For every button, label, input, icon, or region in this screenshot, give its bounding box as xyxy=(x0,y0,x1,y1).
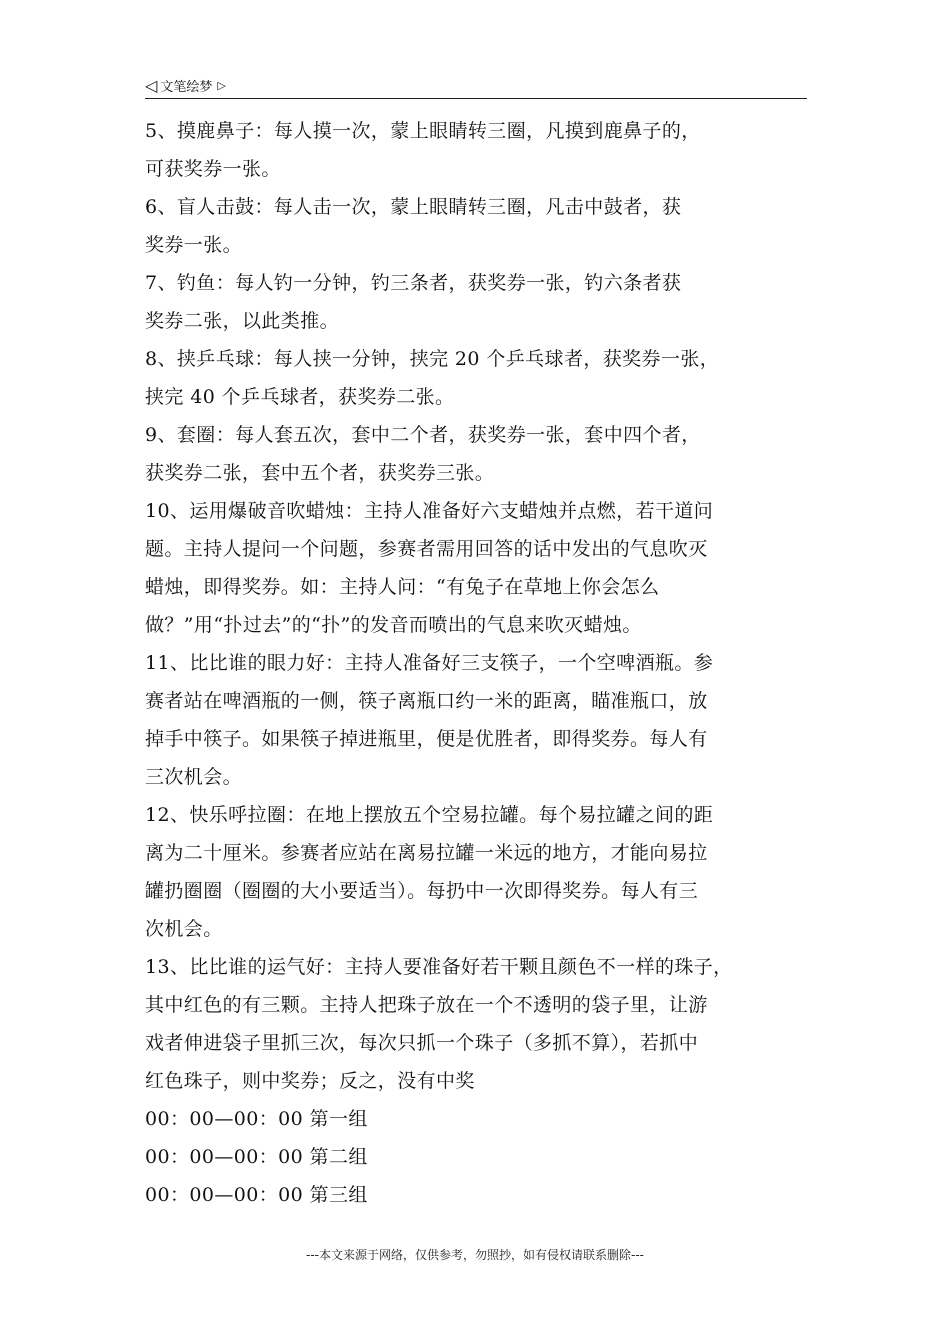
left-triangle-icon: ◁ xyxy=(145,75,158,95)
header-title: 文笔绘梦 xyxy=(160,80,213,95)
text-line: 掉手中筷子。如果筷子掉进瓶里，便是优胜者，即得奖券。每人有 xyxy=(145,728,708,750)
schedule-line: 00：00—00：00 第三组 xyxy=(145,1184,368,1206)
text-line: 9、套圈：每人套五次，套中二个者，获奖券一张，套中四个者， xyxy=(145,424,701,446)
page-footer: ---本文来源于网络，仅供参考，勿照抄，如有侵权请联系删除--- xyxy=(306,1248,644,1262)
right-triangle-icon: ▷ xyxy=(217,78,226,92)
text-line: 戏者伸进袋子里抓三次，每次只抓一个珠子（多抓不算），若抓中 xyxy=(145,1032,699,1054)
text-line: 赛者站在啤酒瓶的一侧，筷子离瓶口约一米的距离，瞄准瓶口，放 xyxy=(145,690,708,712)
text-line: 离为二十厘米。参赛者应站在离易拉罐一米远的地方，才能向易拉 xyxy=(145,842,708,864)
text-line: 次机会。 xyxy=(145,918,223,940)
text-line: 12、快乐呼拉圈：在地上摆放五个空易拉罐。每个易拉罐之间的距 xyxy=(145,804,714,826)
document-body xyxy=(145,112,807,1214)
text-line: 5、摸鹿鼻子：每人摸一次，蒙上眼睛转三圈，凡摸到鹿鼻子的， xyxy=(145,120,701,142)
text-line: 7、钓鱼：每人钓一分钟，钓三条者，获奖券一张，钓六条者获 xyxy=(145,272,682,294)
header-brand xyxy=(145,76,226,95)
text-line: 获奖券二张，套中五个者，获奖券三张。 xyxy=(145,462,495,484)
text-line: 蜡烛，即得奖券。如：主持人问：“有兔子在草地上你会怎么 xyxy=(145,576,660,598)
text-line: 可获奖券一张。 xyxy=(145,158,281,180)
text-line: 10、运用爆破音吹蜡烛：主持人准备好六支蜡烛并点燃，若干道问 xyxy=(145,500,714,522)
text-line: 三次机会。 xyxy=(145,766,243,788)
text-line: 11、比比谁的眼力好：主持人准备好三支筷子，一个空啤酒瓶。参 xyxy=(145,652,714,674)
text-line: 做？”用“扑过去”的“扑”的发音而喷出的气息来吹灭蜡烛。 xyxy=(145,614,642,636)
text-line: 13、比比谁的运气好：主持人要准备好若干颗且颜色不一样的珠子， xyxy=(145,956,733,978)
text-line: 8、挟乒乓球：每人挟一分钟，挟完 20 个乒乓球者，获奖券一张， xyxy=(145,348,720,370)
text-line: 奖券一张。 xyxy=(145,234,243,256)
text-line: 红色珠子，则中奖券；反之，没有中奖 xyxy=(145,1070,475,1092)
text-line: 题。主持人提问一个问题，参赛者需用回答的话中发出的气息吹灭 xyxy=(145,538,708,560)
text-line: 6、盲人击鼓：每人击一次，蒙上眼睛转三圈，凡击中鼓者，获 xyxy=(145,196,682,218)
text-line: 奖券二张，以此类推。 xyxy=(145,310,340,332)
page-header xyxy=(145,70,807,99)
text-line: 罐扔圈圈（圈圈的大小要适当）。每扔中一次即得奖券。每人有三 xyxy=(145,880,699,902)
text-line: 其中红色的有三颗。主持人把珠子放在一个不透明的袋子里，让游 xyxy=(145,994,708,1016)
schedule-line: 00：00—00：00 第二组 xyxy=(145,1146,368,1168)
schedule-line: 00：00—00：00 第一组 xyxy=(145,1108,368,1130)
text-line: 挟完 40 个乒乓球者，获奖券二张。 xyxy=(145,386,455,408)
